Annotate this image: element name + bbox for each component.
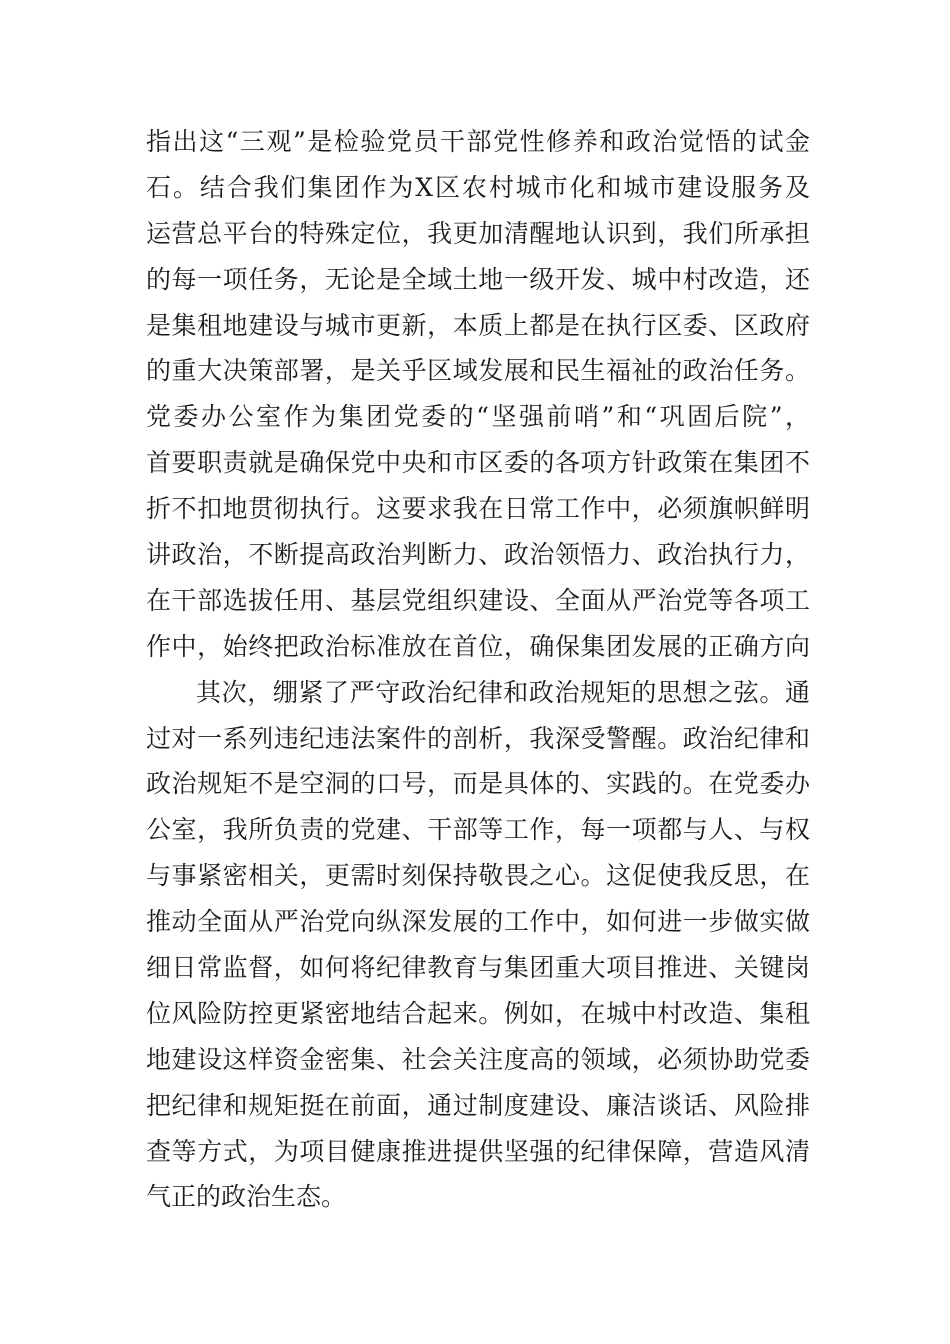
text-line: 在干部选拔任用、基层党组织建设、全面从严治党等各项工 — [146, 585, 810, 615]
text-line: 气正的政治生态。 — [146, 1182, 347, 1212]
text-line: 地建设这样资金密集、社会关注度高的领域，必须协助党委 — [146, 1044, 810, 1074]
text-line: 推动全面从严治党向纵深发展的工作中，如何进一步做实做 — [146, 907, 810, 937]
text-line: 运营总平台的特殊定位，我更加清醒地认识到，我们所承担 — [146, 218, 810, 248]
text-line: 是集租地建设与城市更新，本质上都是在执行区委、区政府 — [146, 310, 810, 340]
text-line: 讲政治，不断提高政治判断力、政治领悟力、政治执行力， — [146, 540, 810, 570]
body-text — [146, 119, 810, 1220]
text-line: 位风险防控更紧密地结合起来。例如，在城中村改造、集租 — [146, 998, 810, 1028]
text-line: 首要职责就是确保党中央和市区委的各项方针政策在集团不 — [146, 448, 810, 478]
text-line: 过对一系列违纪违法案件的剖析，我深受警醒。政治纪律和 — [146, 723, 810, 753]
text-line: 指出这“三观”是检验党员干部党性修养和政治觉悟的试金 — [146, 127, 810, 156]
text-line: 与事紧密相关，更需时刻保持敬畏之心。这促使我反思，在 — [146, 861, 810, 891]
text-line: 作中，始终把政治标准放在首位，确保集团发展的正确方向 — [146, 631, 810, 661]
text-line: 细日常监督，如何将纪律教育与集团重大项目推进、关键岗 — [146, 953, 810, 983]
text-line: 查等方式，为项目健康推进提供坚强的纪律保障，营造风清 — [146, 1136, 810, 1166]
text-line: 石。结合我们集团作为X区农村城市化和城市建设服务及 — [146, 172, 810, 202]
text-line: 公室，我所负责的党建、干部等工作，每一项都与人、与权 — [146, 815, 810, 845]
text-line: 政治规矩不是空洞的口号，而是具体的、实践的。在党委办 — [146, 769, 810, 799]
text-line: 折不扣地贯彻执行。这要求我在日常工作中，必须旗帜鲜明 — [146, 494, 810, 524]
text-line: 的重大决策部署，是关乎区域发展和民生福祉的政治任务。 — [146, 356, 810, 386]
text-line: 把纪律和规矩挺在前面，通过制度建设、廉洁谈话、风险排 — [146, 1090, 810, 1120]
paragraph-start-line: 其次，绷紧了严守政治纪律和政治规矩的思想之弦。通 — [196, 677, 810, 707]
text-line: 的每一项任务，无论是全域土地一级开发、城中村改造，还 — [146, 264, 810, 294]
text-line: 党委办公室作为集团党委的“坚强前哨”和“巩固后院”， — [146, 402, 810, 432]
